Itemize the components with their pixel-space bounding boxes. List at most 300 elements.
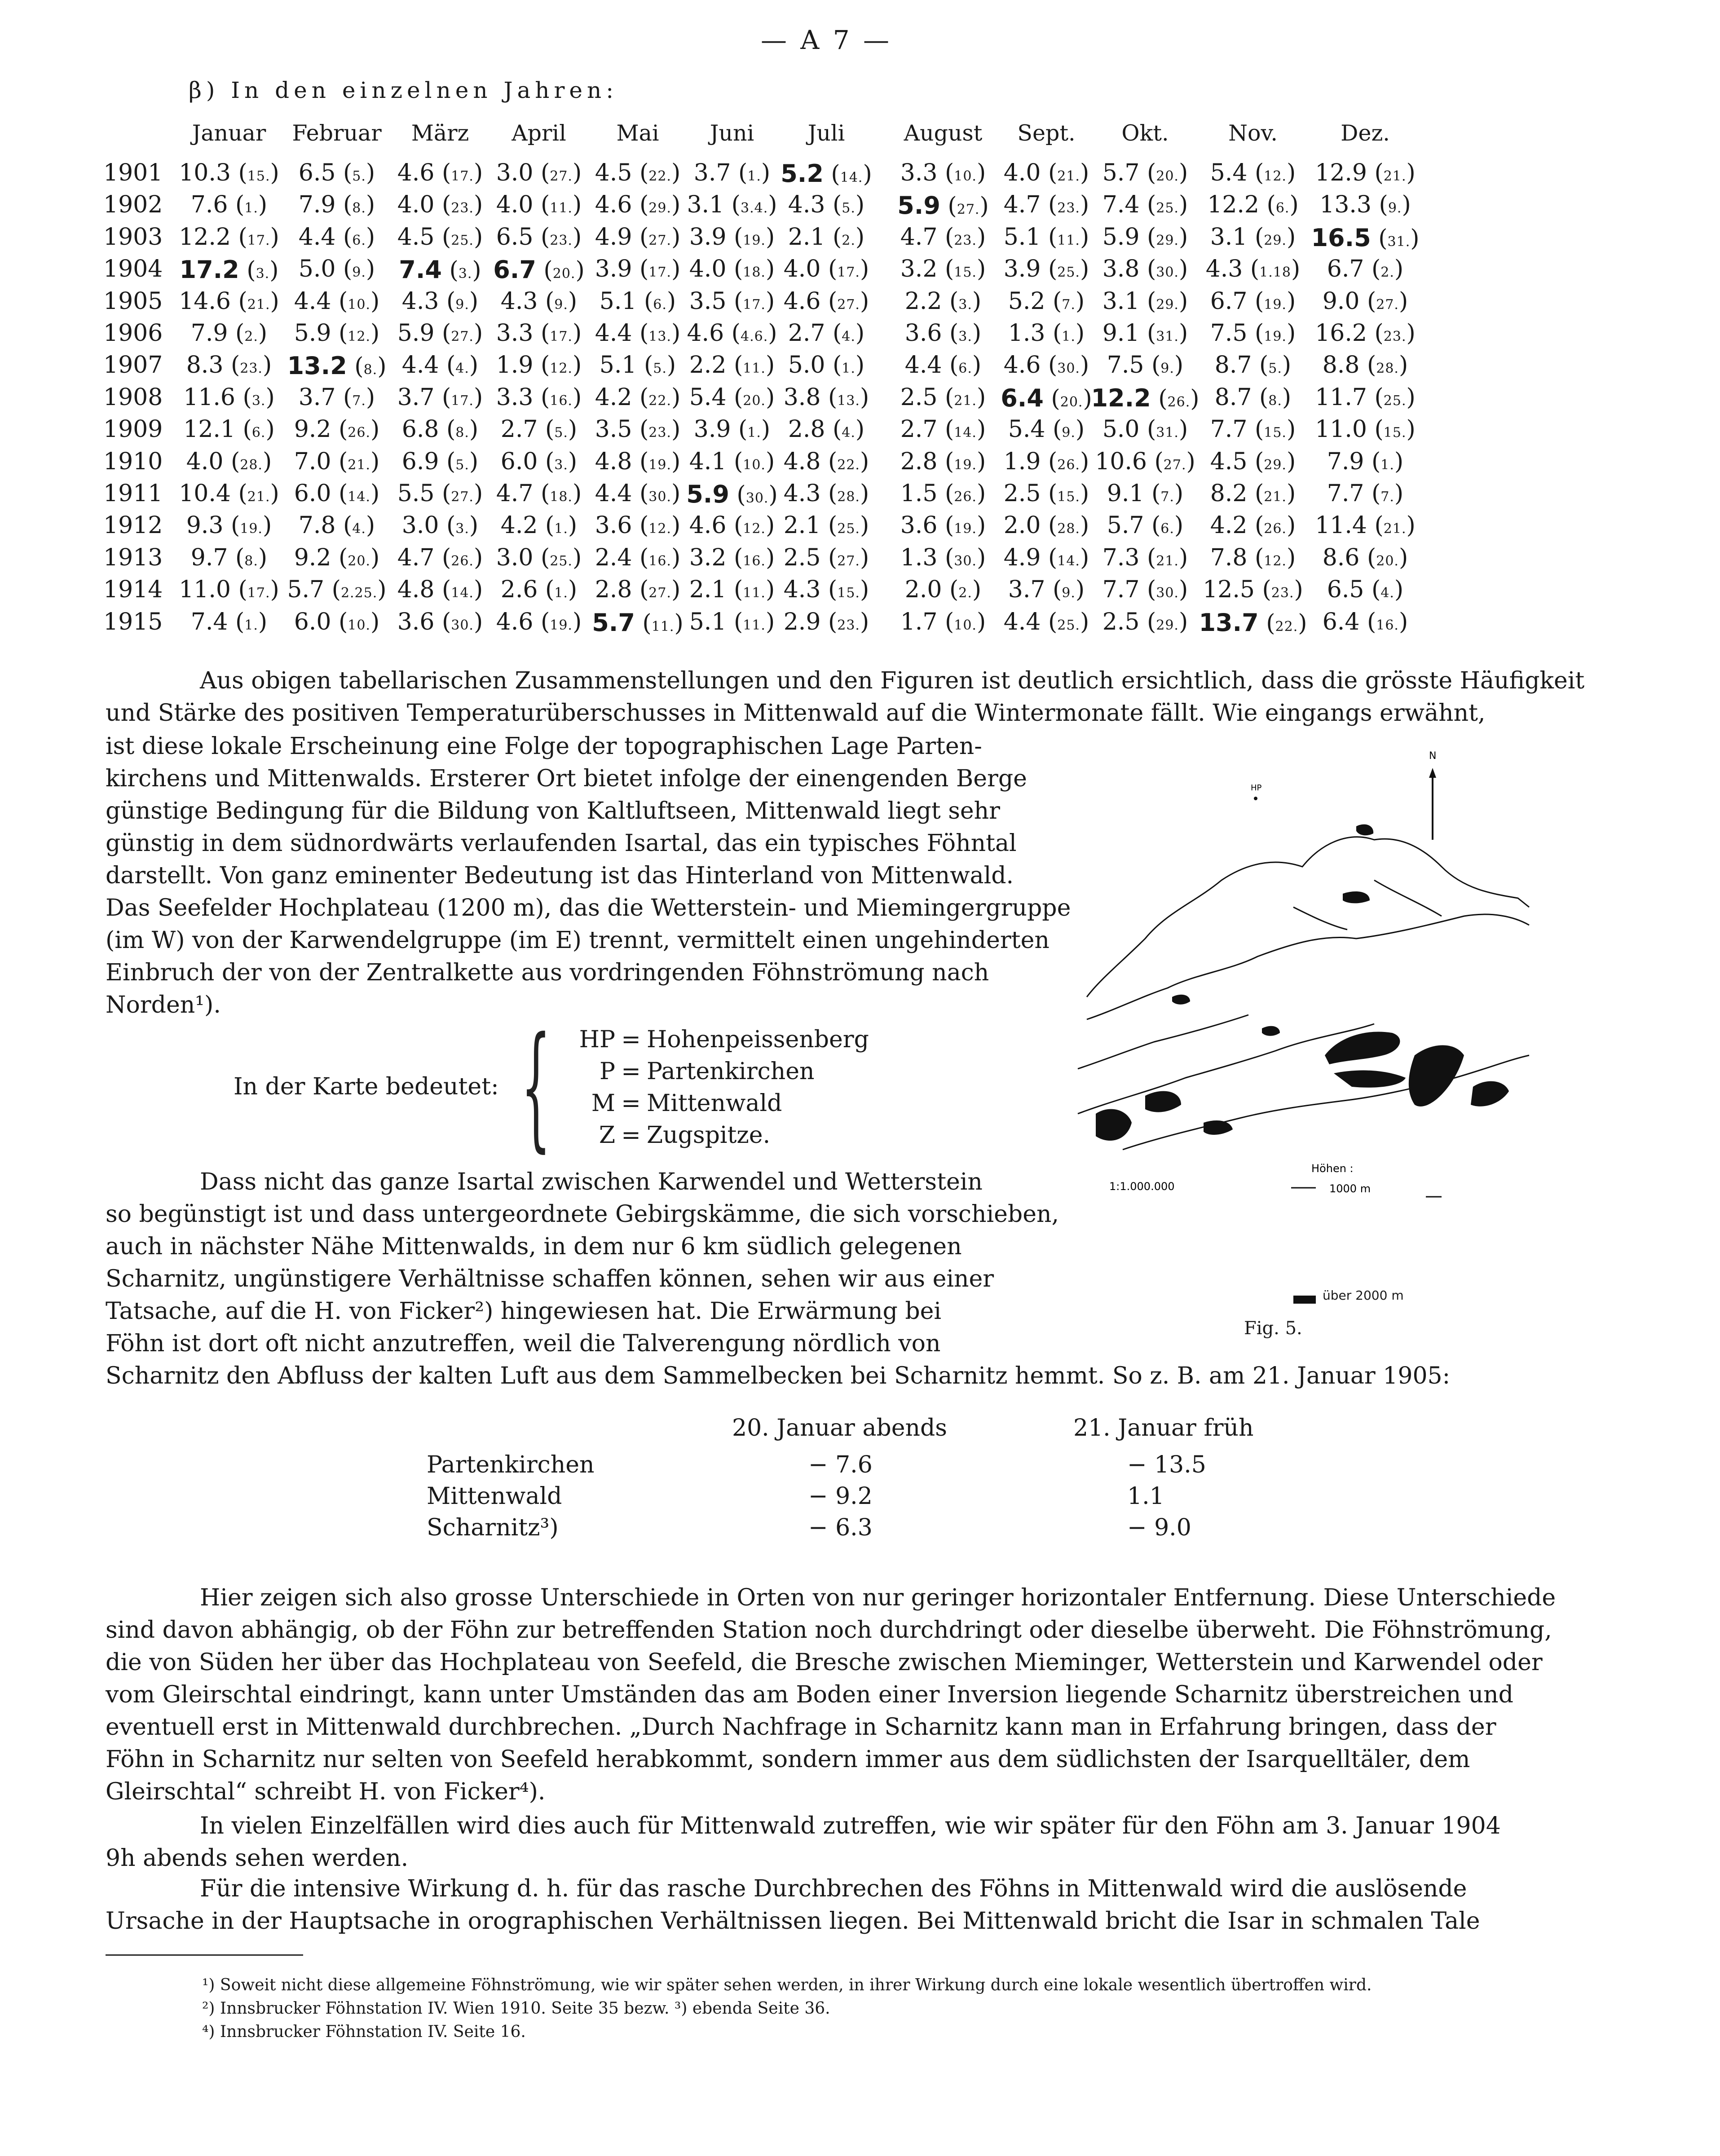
day-of-month: 19. (954, 457, 977, 473)
paren-open: ( (1364, 576, 1381, 604)
max-value: 3.8 (783, 384, 821, 411)
temperature-value: − 9.2 (808, 1483, 873, 1510)
max-value: 9.1 (1107, 480, 1144, 507)
north-arrow-icon (1429, 768, 1436, 840)
footnotes (202, 1974, 1372, 2044)
max-value: 4.4 (298, 223, 336, 251)
paren-open: ( (1367, 384, 1384, 411)
paren-open: ( (434, 223, 451, 251)
north-label: N (1429, 750, 1437, 762)
max-value: 4.4 (595, 480, 632, 507)
day-of-month: 23. (240, 361, 263, 377)
paren-open: ( (230, 480, 247, 507)
day-of-month: 30. (1156, 265, 1179, 281)
max-value: 4.8 (397, 576, 435, 604)
paren-open: ( (439, 352, 456, 379)
day-of-month: 10. (954, 617, 977, 633)
max-value: 12.2 (1091, 384, 1151, 412)
equals-sign: = (621, 1058, 641, 1085)
value-cell (1087, 288, 1204, 315)
paren-close: ) (1080, 191, 1089, 219)
paren-open: ( (820, 480, 838, 507)
paren-close: ) (972, 287, 982, 315)
value-cell (171, 448, 287, 475)
max-value: 5.0 (788, 352, 825, 379)
max-value: 3.0 (401, 512, 439, 539)
paren-close: ) (671, 480, 681, 507)
paren-close: ) (1282, 352, 1292, 379)
max-value: 3.6 (595, 512, 632, 539)
value-cell (1195, 224, 1311, 251)
value-cell (885, 288, 1001, 315)
value-cell (278, 384, 395, 411)
paren-close: ) (469, 448, 479, 475)
paren-open: ( (820, 287, 838, 315)
paren-open: ( (632, 320, 649, 347)
paren-open: ( (1041, 480, 1058, 507)
paren-open: ( (533, 480, 550, 507)
paren-close: ) (765, 384, 775, 411)
paren-open: ( (223, 352, 240, 379)
text-line: eventuell erst in Mittenwald durchbrechen. „Durch Nachfrage in Scharnitz kann man in Erfahrung bringen, dass der (106, 1714, 1496, 1741)
paren-open: ( (937, 256, 954, 283)
max-value: 3.3 (496, 384, 534, 411)
temperature-value: 1.1 (1127, 1483, 1164, 1510)
paren-open: ( (434, 608, 451, 635)
paren-open: ( (235, 384, 252, 411)
value-cell (885, 256, 1001, 282)
day-of-month: 7. (352, 392, 366, 409)
day-of-month: 27. (1376, 296, 1399, 313)
max-value: 2.1 (783, 512, 821, 539)
value-cell (1087, 224, 1204, 251)
paren-open: ( (533, 191, 550, 219)
paren-open: ( (434, 480, 451, 507)
paren-open: ( (1367, 320, 1384, 347)
paren-close: ) (370, 287, 380, 315)
year-cell: 1913 (103, 544, 163, 571)
legend-code: M (591, 1090, 615, 1117)
text-line: auch in nächster Nähe Mittenwalds, in dem nur 6 km südlich gelegenen (106, 1233, 962, 1260)
value-cell (885, 576, 1001, 603)
paren-close: ) (258, 608, 268, 635)
legend-list (561, 1024, 869, 1151)
table-row (103, 416, 1540, 447)
text-line: günstige Bedingung für die Bildung von Kaltluftseen, Mittenwald liegt sehr (106, 798, 1001, 824)
max-value: 6.7 (1210, 287, 1248, 315)
value-cell (1195, 191, 1311, 218)
value-cell (885, 416, 1001, 443)
value-cell (1195, 608, 1311, 637)
max-value: 4.6 (783, 287, 821, 315)
day-of-month: 5. (653, 361, 667, 377)
value-cell (171, 191, 287, 218)
max-value: 4.7 (496, 480, 534, 507)
day-of-month: 1. (1380, 457, 1394, 473)
max-value: 5.9 (397, 320, 435, 347)
year-cell: 1903 (103, 223, 163, 251)
footnote: ¹) Soweit nicht diese allgemeine Föhnströmung, wie wir später sehen werden, in ihrer Wirkung durch eine lokale wesentlich übertroffen wird. (202, 1976, 1372, 1994)
paren-close: ) (469, 512, 479, 539)
max-value: 4.1 (689, 448, 727, 475)
max-value: 2.8 (595, 576, 632, 604)
value-cell (171, 288, 287, 315)
paren-open: ( (820, 256, 838, 283)
paren-open: ( (726, 512, 743, 539)
paren-close: ) (1286, 320, 1296, 347)
paren-open: ( (434, 384, 451, 411)
paren-open: ( (726, 544, 743, 571)
paren-open: ( (1041, 191, 1058, 219)
value-cell (171, 320, 287, 347)
value-cell (171, 352, 287, 379)
temperature-value: − 6.3 (808, 1514, 873, 1541)
paren-open: ( (726, 352, 743, 379)
paren-open: ( (937, 159, 954, 186)
day-of-month: 30. (1156, 585, 1179, 601)
figure-caption: Fig. 5. (1244, 1318, 1302, 1339)
day-of-month: 18. (550, 489, 573, 505)
footnote: ⁴) Innsbrucker Föhnstation IV. Seite 16. (202, 2023, 526, 2041)
day-of-month: 3. (958, 296, 972, 313)
max-value: 3.6 (900, 512, 938, 539)
paren-close: ) (370, 608, 380, 635)
day-of-month: 7. (1062, 296, 1076, 313)
value-cell (1087, 416, 1204, 443)
day-of-month: 8. (244, 553, 258, 569)
paren-close: ) (473, 223, 483, 251)
paren-close: ) (572, 352, 582, 379)
value-cell (1087, 384, 1204, 412)
table-row (103, 224, 1540, 255)
paren-open: ( (632, 416, 649, 443)
day-of-month: 8. (363, 362, 378, 378)
paren-open: ( (331, 608, 348, 635)
paren-open: ( (1139, 320, 1156, 347)
max-value: 4.3 (783, 576, 821, 604)
max-value: 3.9 (693, 416, 731, 443)
paren-close: ) (1286, 416, 1296, 443)
paren-close: ) (671, 256, 681, 283)
paren-close: ) (768, 481, 778, 508)
paren-open: ( (1139, 223, 1156, 251)
legend-code: HP (579, 1026, 615, 1053)
day-of-month: 20. (1156, 168, 1179, 184)
value-cell (765, 512, 885, 539)
paren-open: ( (228, 608, 245, 635)
max-value: 4.2 (595, 384, 632, 411)
paren-open: ( (1252, 352, 1269, 379)
day-of-month: 1. (244, 200, 258, 216)
max-value: 3.5 (689, 287, 727, 315)
day-of-month: 5. (455, 457, 469, 473)
paren-open: ( (1247, 159, 1264, 186)
value-cell (1087, 480, 1204, 507)
paren-open: ( (239, 257, 256, 284)
day-of-month: 10. (348, 296, 370, 313)
paren-close: ) (575, 257, 585, 284)
day-of-month: 4. (1380, 585, 1394, 601)
day-of-month: 6. (352, 232, 366, 248)
paren-open: ( (1041, 223, 1058, 251)
paren-close: ) (1291, 256, 1301, 283)
paren-close: ) (671, 320, 681, 347)
paren-close: ) (761, 159, 771, 186)
day-of-month: 17. (837, 265, 860, 281)
month-header: Sept. (1017, 120, 1076, 146)
paren-open: ( (825, 352, 842, 379)
max-value: 7.9 (298, 191, 336, 219)
paren-open: ( (940, 193, 957, 220)
max-value: 11.0 (179, 576, 231, 604)
max-value: 4.6 (595, 191, 632, 219)
paren-open: ( (538, 576, 555, 604)
max-value: 2.0 (904, 576, 942, 604)
value-cell (278, 416, 395, 443)
max-value: 10.3 (179, 159, 231, 186)
paragraph-1-line: und Stärke des positiven Temperaturüberschusses in Mittenwald auf die Wintermonate fällt. Wie eingangs erwähnt, (106, 700, 1486, 727)
value-cell (765, 608, 885, 635)
paren-open: ( (1041, 352, 1058, 379)
value-cell (885, 159, 1001, 186)
value-cell (768, 480, 885, 507)
month-header: Januar (192, 120, 266, 146)
paren-open: ( (1139, 287, 1156, 315)
day-of-month: 23. (1271, 585, 1294, 601)
max-value: 3.2 (900, 256, 938, 283)
value-cell (1195, 159, 1311, 186)
paren-close: ) (270, 576, 279, 604)
paren-close: ) (473, 544, 483, 571)
max-value: 4.6 (397, 159, 435, 186)
paren-close: ) (568, 416, 578, 443)
year-cell: 1912 (103, 512, 163, 539)
paren-close: ) (568, 448, 578, 475)
paren-open: ( (726, 223, 743, 251)
paren-open: ( (1252, 384, 1269, 411)
day-of-month: 14. (954, 425, 977, 441)
table-row (103, 544, 1540, 576)
paren-open: ( (1359, 287, 1376, 315)
day-of-month: 30. (648, 489, 671, 505)
day-of-month: 19. (550, 617, 573, 633)
paren-open: ( (324, 576, 341, 604)
paren-open: ( (439, 287, 456, 315)
day-of-month: 26. (1167, 394, 1191, 410)
paren-open: ( (1043, 385, 1060, 412)
paragraph-2-last-line: Scharnitz den Abfluss der kalten Luft aus dem Sammelbecken bei Scharnitz hemmt. So z. B. am 21. Januar 1905: (106, 1362, 1451, 1389)
max-value: 13.3 (1319, 191, 1372, 219)
day-of-month: 3. (251, 392, 266, 409)
paren-close: ) (572, 480, 582, 507)
paren-close: ) (860, 576, 869, 604)
day-of-month: 27. (957, 202, 980, 218)
equals-sign: = (621, 1090, 641, 1117)
max-value: 4.7 (397, 544, 435, 571)
paren-close: ) (1286, 512, 1296, 539)
day-of-month: 16. (743, 553, 766, 569)
paren-close: ) (366, 384, 375, 411)
paren-open: ( (1364, 256, 1381, 283)
max-value: 1.3 (1008, 320, 1045, 347)
paren-close: ) (270, 287, 279, 315)
value-cell (768, 320, 885, 347)
value-cell (885, 224, 1001, 251)
paren-close: ) (572, 159, 582, 186)
day-of-month: 28. (1057, 521, 1080, 537)
day-of-month: 23. (954, 232, 977, 248)
day-of-month: 27. (837, 553, 860, 569)
paren-open: ( (726, 287, 743, 315)
text-line: Gleirschtal“ schreibt H. von Ficker⁴). (106, 1778, 546, 1805)
paren-open: ( (942, 320, 959, 347)
day-of-month: 1. (554, 521, 568, 537)
paren-open: ( (820, 608, 838, 635)
paren-close: ) (1080, 223, 1089, 251)
paren-close: ) (473, 608, 483, 635)
paren-open: ( (533, 384, 550, 411)
value-cell (278, 608, 395, 635)
max-value: 4.3 (500, 287, 538, 315)
max-value: 9.0 (1322, 287, 1360, 315)
month-header: August (904, 120, 983, 146)
table-row (103, 576, 1540, 608)
value-cell (885, 480, 1001, 507)
paren-close: ) (1289, 191, 1299, 219)
value-cell (1195, 384, 1311, 411)
paren-open: ( (636, 287, 653, 315)
paren-open: ( (1259, 191, 1276, 219)
paren-close: ) (1394, 480, 1404, 507)
paren-open: ( (1041, 256, 1058, 283)
paren-open: ( (632, 256, 649, 283)
day-of-month: 21. (1156, 553, 1179, 569)
paren-open: ( (1247, 480, 1264, 507)
station-name: Mittenwald (427, 1483, 562, 1510)
max-value: 6.7 (1327, 256, 1364, 283)
year-cell: 1915 (103, 608, 163, 635)
paren-open: ( (228, 320, 245, 347)
paren-close: ) (1178, 159, 1188, 186)
value-cell (171, 576, 287, 603)
comparison-header (427, 1415, 1325, 1446)
day-of-month: 15. (954, 265, 977, 281)
day-of-month: 5. (842, 200, 856, 216)
day-of-month: 25. (837, 521, 860, 537)
paren-close: ) (572, 191, 582, 219)
max-value: 4.5 (595, 159, 632, 186)
value-cell (1307, 416, 1424, 443)
paren-close: ) (370, 416, 380, 443)
max-value: 3.6 (397, 608, 435, 635)
table-row (103, 512, 1540, 543)
max-value: 4.4 (1003, 608, 1041, 635)
comparison-row (427, 1451, 1325, 1483)
paren-close: ) (1410, 225, 1420, 252)
paren-open: ( (1139, 256, 1156, 283)
max-value: 4.8 (595, 448, 632, 475)
max-value: 2.7 (500, 416, 538, 443)
max-value: 3.3 (496, 320, 534, 347)
max-value: 5.0 (1102, 416, 1140, 443)
day-of-month: 31. (1387, 234, 1411, 250)
month-header: März (411, 120, 469, 146)
day-of-month: 11. (651, 618, 675, 635)
paren-close: ) (765, 256, 775, 283)
paren-close: ) (671, 384, 681, 411)
max-value: 2.1 (788, 223, 825, 251)
value-cell (1307, 288, 1424, 315)
max-value: 7.9 (190, 320, 228, 347)
station-name: Scharnitz³) (427, 1514, 559, 1541)
max-value: 5.1 (599, 287, 637, 315)
day-of-month: 14. (840, 170, 863, 185)
value-cell (171, 416, 287, 443)
value-cell (1307, 544, 1424, 571)
day-of-month: 15. (837, 585, 860, 601)
day-of-month: 30. (745, 490, 769, 506)
value-cell (278, 544, 395, 571)
table-row (103, 352, 1540, 383)
value-cell (278, 480, 395, 507)
day-of-month: 23. (1057, 200, 1080, 216)
paren-close: ) (765, 608, 775, 635)
paren-close: ) (671, 159, 681, 186)
max-value: 9.2 (294, 544, 331, 571)
value-cell (765, 448, 885, 475)
day-of-month: 27. (1163, 457, 1186, 473)
paren-open: ( (632, 576, 649, 604)
value-cell (1087, 352, 1204, 379)
day-of-month: 4. (842, 425, 856, 441)
day-of-month: 14. (451, 585, 474, 601)
max-value: 2.5 (783, 544, 821, 571)
paren-close: ) (768, 320, 777, 347)
legend-name: Mittenwald (647, 1090, 782, 1117)
paren-close: ) (1178, 576, 1188, 604)
day-of-month: 16. (648, 553, 671, 569)
value-cell (278, 320, 395, 347)
paren-close: ) (1298, 609, 1307, 637)
paren-open: ( (1247, 223, 1264, 251)
max-value: 6.9 (401, 448, 439, 475)
day-of-month: 29. (1264, 232, 1287, 248)
paren-close: ) (976, 159, 986, 186)
paren-open: ( (533, 352, 550, 379)
max-value: 8.8 (1322, 352, 1360, 379)
max-value: 10.4 (179, 480, 231, 507)
day-of-month: 20. (1376, 553, 1399, 569)
day-of-month: 21. (1264, 489, 1287, 505)
paren-close: ) (666, 352, 676, 379)
text-line: Föhn ist dort oft nicht anzutreffen, weil die Talverengung nördlich von (106, 1330, 941, 1357)
value-cell (171, 159, 287, 186)
table-row (103, 191, 1540, 223)
day-of-month: 26. (1264, 521, 1287, 537)
paren-close: ) (860, 608, 869, 635)
day-of-month: 11. (743, 617, 766, 633)
paren-open: ( (1359, 544, 1376, 571)
value-cell (1307, 512, 1424, 539)
day-of-month: 1. (747, 425, 761, 441)
value-cell (765, 384, 885, 411)
day-of-month: 22. (1275, 618, 1298, 635)
paren-close: ) (976, 608, 986, 635)
value-cell (1195, 320, 1311, 347)
day-of-month: 30. (451, 617, 474, 633)
paren-open: ( (533, 608, 550, 635)
value-cell (171, 384, 287, 411)
